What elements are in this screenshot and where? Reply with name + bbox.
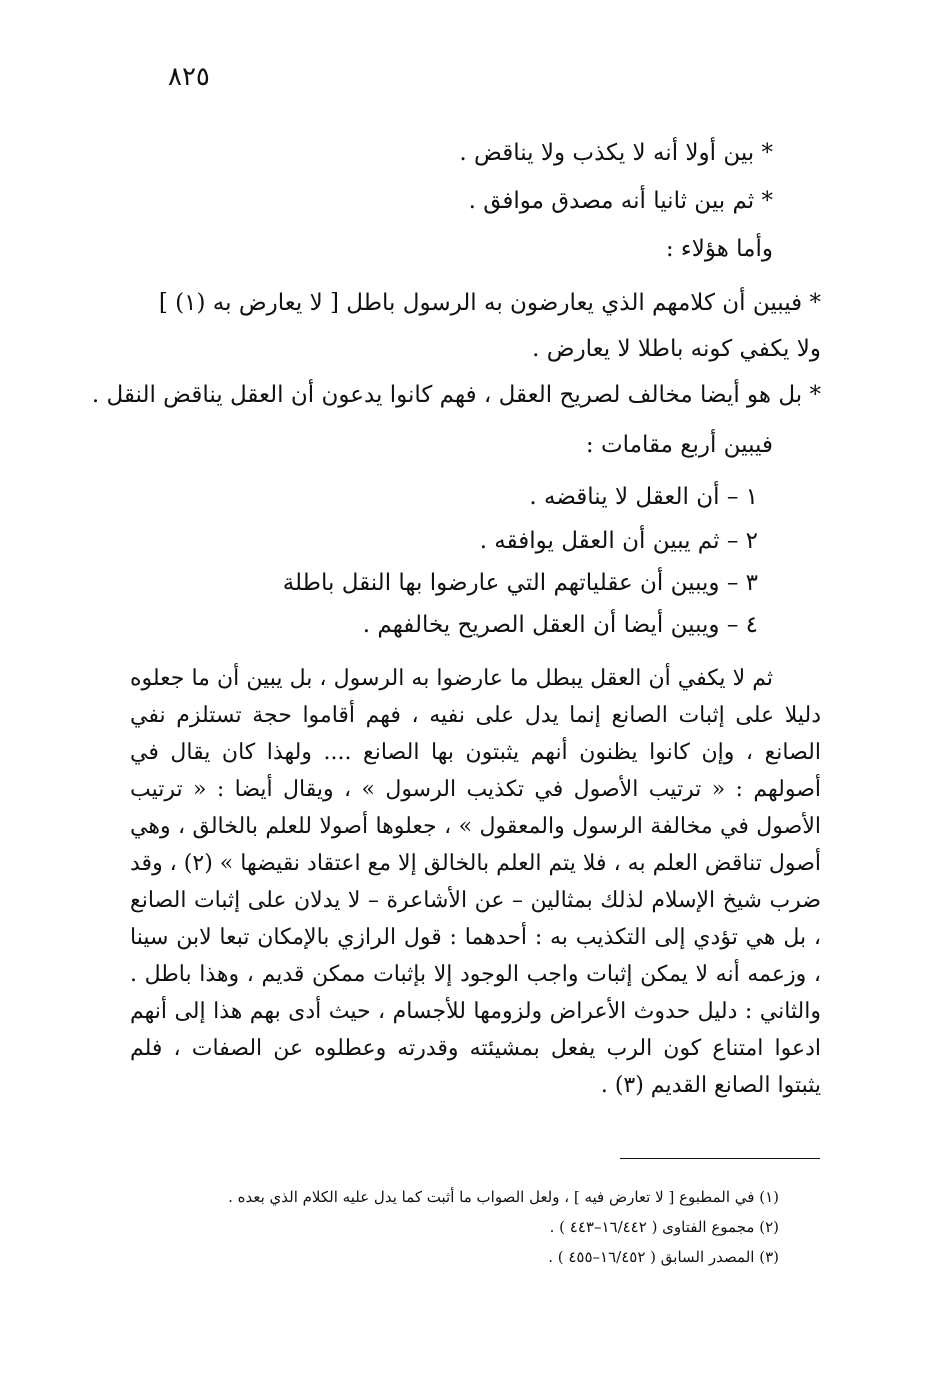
numbered-item-1: ١ – أن العقل لا يناقضه . [529, 484, 758, 510]
section-intro-line: وأما هؤلاء : [665, 236, 773, 262]
point-line-3: * فيبين أن كلامهم الذي يعارضون به الرسول باطل [ لا يعارض به (١) ] [158, 290, 821, 316]
point-line-3-continuation: ولا يكفي كونه باطلا لا يعارض . [532, 336, 821, 362]
numbered-item-2: ٢ – ثم يبين أن العقل يوافقه . [479, 528, 758, 554]
point-line-2: * ثم بين ثانيا أنه مصدق موافق . [468, 188, 773, 214]
footnote-divider [620, 1158, 820, 1159]
page-number: ٨٢٥ [168, 62, 210, 92]
footnote-1: (١) في المطبوع [ لا تعارض فيه ] ، ولعل الصواب ما أثبت كما يدل عليه الكلام الذي بعده . [228, 1188, 779, 1206]
four-stations-heading: فيبين أربع مقامات : [585, 432, 773, 458]
footnote-3: (٣) المصدر السابق ( ١٦/٤٥٢–٤٥٥ ) . [548, 1248, 779, 1266]
numbered-item-3: ٣ – ويبين أن عقلياتهم التي عارضوا بها النقل باطلة [282, 570, 758, 596]
main-paragraph-text: ثم لا يكفي أن العقل يبطل ما عارضوا به الرسول ، بل يبين أن ما جعلوه دليلا على إثبات الصانع إنما يدل على نفيه ، فهم أقاموا حجة تستلزم نفي الصانع ، وإن كانوا يظنون أنهم يثبتون بها الصانع .... ولهذا كان يقال في أصولهم : « ترتيب الأصول في تكذيب الرسول » ، ويقال أيضا : « ترتيب الأصول في مخالفة الرسول والمعقول » ، جعلوها أصولا للعلم بالخالق ، وهي أصول تناقض العلم به ، فلا يتم العلم بالخالق إلا مع اعتقاد نقيضها » (٢) ، وقد ضرب شيخ الإسلام لذلك بمثالين – عن الأشاعرة – لا يدلان على إثبات الصانع ، بل هي تؤدي إلى التكذيب به : أحدهما : قول الرازي بالإمكان تبعا لابن سينا ، وزعمه أنه لا يمكن إثبات واجب الوجود إلا بإثبات ممكن قديم ، وهذا باطل . والثاني : دليل حدوث الأعراض ولزومها للأجسام ، حيث أدى بهم هذا إلى أنهم ادعوا امتناع كون الرب يفعل بمشيئته وقدرته وعطلوه عن الصفات ، فلم يثبتوا الصانع القديم (٣) . [130, 666, 821, 1098]
point-line-1: * بين أولا أنه لا يكذب ولا يناقض . [459, 140, 773, 166]
numbered-item-4: ٤ – ويبين أيضا أن العقل الصريح يخالفهم . [362, 612, 758, 638]
footnote-2: (٢) مجموع الفتاوى ( ١٦/٤٤٢–٤٤٣ ) . [549, 1218, 779, 1236]
main-paragraph [130, 660, 821, 1104]
point-line-4: * بل هو أيضا مخالف لصريح العقل ، فهم كانوا يدعون أن العقل يناقض النقل . [91, 382, 821, 408]
